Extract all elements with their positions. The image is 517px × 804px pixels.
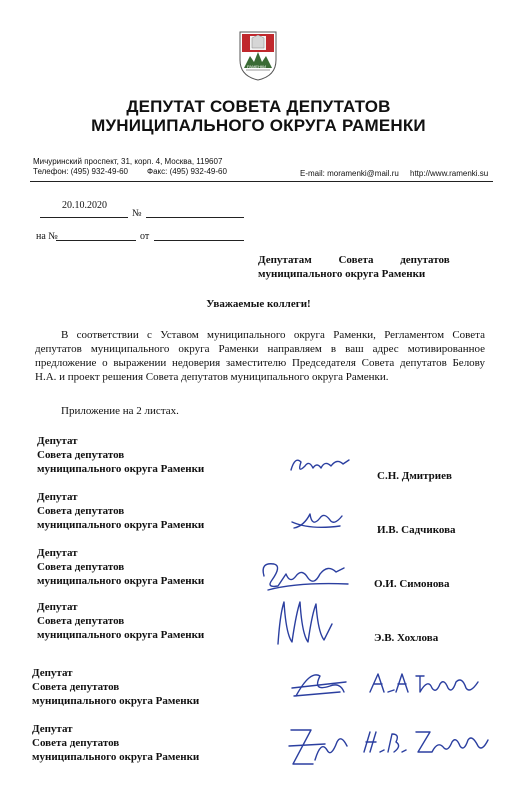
sig-council-2: Совета депутатов (37, 505, 125, 517)
sig-district-4: муниципального округа Раменки (37, 629, 205, 641)
on-number-line (56, 240, 136, 241)
greeting: Уважаемые коллеги! (206, 298, 311, 310)
sig-council-3: Совета депутатов (37, 561, 125, 573)
handwritten-signature-icon (270, 594, 340, 650)
addressee-line1: Депутатам Совета депутатов (258, 254, 450, 266)
emblem-caption: РАМЕНКИ (247, 64, 267, 69)
sig-name-2: И.В. Садчикова (377, 524, 456, 536)
signature-block-6 (0, 722, 517, 782)
sig-district-1: муниципального округа Раменки (37, 463, 205, 475)
sig-role-3: Депутат (37, 547, 78, 559)
addressee-line2: муниципального округа Раменки (258, 268, 426, 280)
signature-block-2 (0, 490, 517, 544)
signature-block-4 (0, 600, 517, 656)
sig-role-6: Депутат (32, 723, 73, 735)
signature-block-3 (0, 546, 517, 600)
sig-council-6: Совета депутатов (32, 737, 120, 749)
handwritten-signature-icon (285, 452, 355, 480)
sig-district-2: муниципального округа Раменки (37, 519, 205, 531)
sig-name-1: С.Н. Дмитриев (377, 470, 452, 482)
sig-role-2: Депутат (37, 491, 78, 503)
sig-role-1: Депутат (37, 435, 78, 447)
website: http://www.ramenki.su (410, 169, 489, 178)
number-sign: № (132, 208, 142, 219)
from-line (154, 240, 244, 241)
handwritten-signature-icon (290, 666, 350, 706)
email: E-mail: moramenki@mail.ru (300, 169, 399, 178)
phone: Телефон: (495) 932-49-60 (33, 167, 129, 176)
handwritten-signature-icon (285, 720, 355, 770)
fax: Факс: (495) 932-49-60 (147, 167, 227, 176)
coat-of-arms-emblem (238, 30, 278, 82)
sig-name-3: О.И. Симонова (374, 578, 450, 590)
sig-role-4: Депутат (37, 601, 78, 613)
sig-council-5: Совета депутатов (32, 681, 120, 693)
body-paragraph: В соответствии с Уставом муниципального округа Раменки, Регламентом Совета депутатов муниципального округа Раменки направляем в ваш адрес мотивированное предложение о выражении недоверия заместителю Председателя Совета депутатов Белову Н.А. и проект решения Совета депутатов муниципального округа Раменки. (35, 329, 485, 383)
sig-council-1: Совета депутатов (37, 449, 125, 461)
on-number-label: на № (36, 231, 58, 242)
attachment-note: Приложение на 2 листах. (61, 405, 179, 417)
handwritten-signature-icon (290, 504, 350, 534)
signature-block-1 (0, 434, 517, 488)
from-label: от (140, 231, 150, 242)
signature-block-5 (0, 666, 517, 720)
sig-district-3: муниципального округа Раменки (37, 575, 205, 587)
handwritten-name-signature (360, 726, 500, 758)
sig-district-5: муниципального округа Раменки (32, 695, 200, 707)
date-line (40, 217, 128, 218)
address: Мичуринский проспект, 31, корп. 4, Москва, 119607 (33, 157, 223, 166)
number-line (146, 217, 244, 218)
handwritten-signature-icon (258, 556, 358, 596)
header-divider (30, 181, 493, 182)
coat-of-arms-icon (238, 30, 278, 82)
sig-name-4: Э.В. Хохлова (374, 632, 439, 644)
sig-council-4: Совета депутатов (37, 615, 125, 627)
sig-role-5: Депутат (32, 667, 73, 679)
sig-district-6: муниципального округа Раменки (32, 751, 200, 763)
letter-date: 20.10.2020 (62, 200, 107, 211)
letterhead-title-line2: МУНИЦИПАЛЬНОГО ОКРУГА РАМЕНКИ (91, 116, 426, 135)
letterhead-title-line1: ДЕПУТАТ СОВЕТА ДЕПУТАТОВ (126, 97, 391, 116)
handwritten-name-signature (366, 668, 486, 698)
